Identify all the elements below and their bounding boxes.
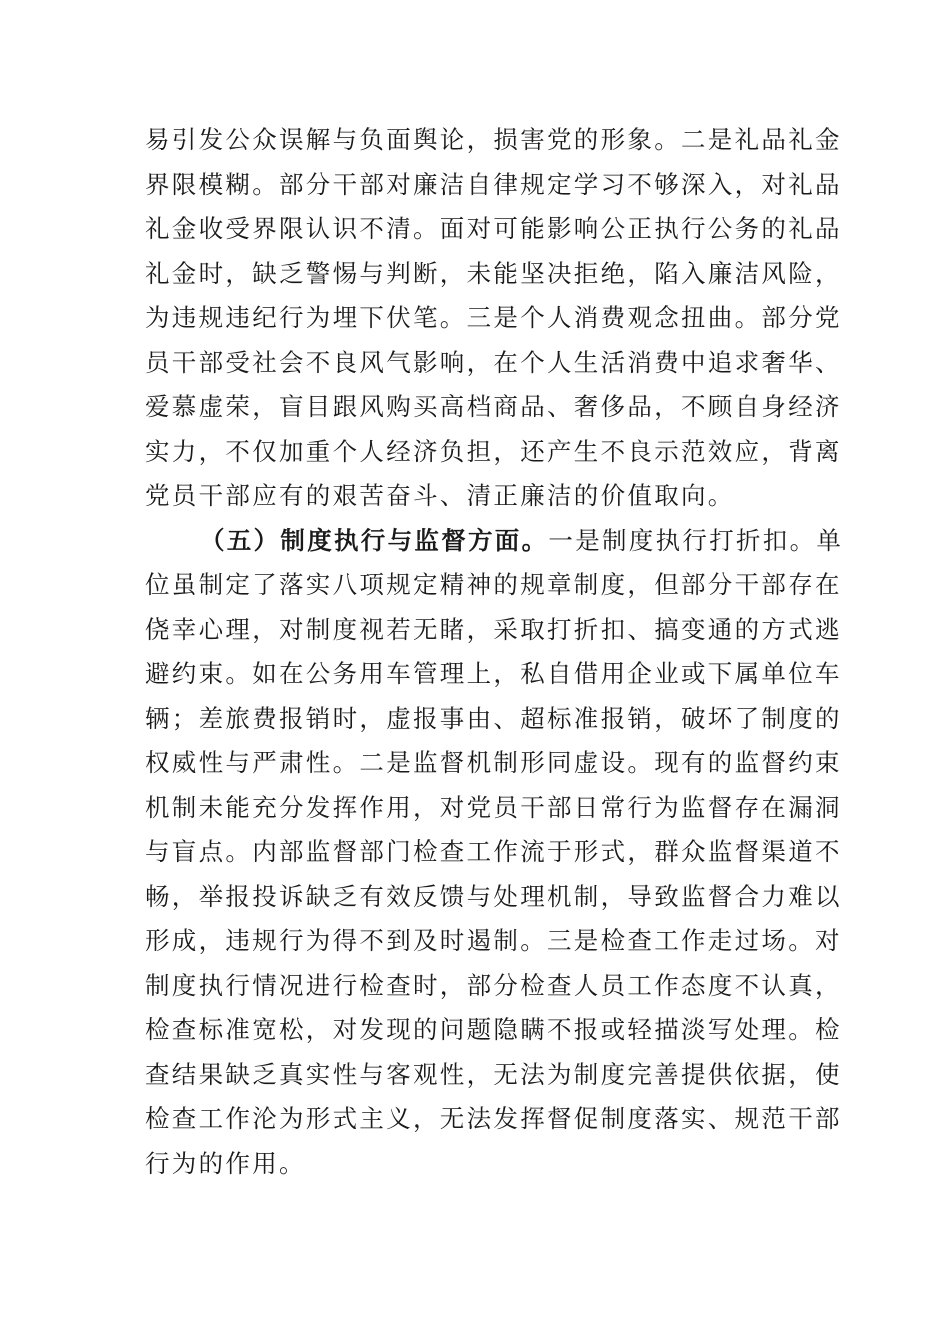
text-line: 机制未能充分发挥作用，对党员干部日常行为监督存在漏洞 (145, 792, 842, 822)
section-first-text: 一是制度执行打折扣。单 (548, 525, 844, 555)
text-line: 爱慕虚荣，盲目跟风购买高档商品、奢侈品，不顾自身经济 (145, 392, 842, 421)
text-line: 侥幸心理，对制度视若无睹，采取打折扣、搞变通的方式逃 (145, 614, 842, 644)
text-line: 形成，违规行为得不到及时遏制。三是检查工作走过场。对 (145, 926, 842, 955)
text-line: 避约束。如在公务用车管理上，私自借用企业或下属单位车 (145, 659, 842, 688)
section-heading: （五）制度执行与监督方面。 (200, 525, 549, 555)
text-line: 畅，举报投诉缺乏有效反馈与处理机制，导致监督合力难以 (145, 881, 842, 911)
text-line: 位虽制定了落实八项规定精神的规章制度，但部分干部存在 (145, 570, 842, 599)
text-line: 制度执行情况进行检查时，部分检查人员工作态度不认真， (145, 970, 842, 1000)
text-line: 实力，不仅加重个人经济负担，还产生不良示范效应，背离 (145, 436, 842, 466)
text-line: 为违规违纪行为埋下伏笔。三是个人消费观念扭曲。部分党 (145, 303, 842, 332)
text-line: 检查工作沦为形式主义，无法发挥督促制度落实、规范干部 (145, 1104, 842, 1133)
text-line: 检查标准宽松，对发现的问题隐瞒不报或轻描淡写处理。检 (145, 1015, 842, 1044)
paragraph-section-five (145, 519, 844, 1187)
text-line: 辆；差旅费报销时，虚报事由、超标准报销，破坏了制度的 (145, 703, 842, 733)
text-line: 与盲点。内部监督部门检查工作流于形式，群众监督渠道不 (145, 837, 842, 866)
text-line: 权威性与严肃性。二是监督机制形同虚设。现有的监督约束 (145, 748, 842, 777)
paragraph-continuation (145, 118, 842, 519)
text-line: 礼金时，缺乏警惕与判断，未能坚决拒绝，陷入廉洁风险， (145, 258, 842, 288)
text-line: 党员干部应有的艰苦奋斗、清正廉洁的价值取向。 (145, 481, 735, 510)
text-line: 员干部受社会不良风气影响，在个人生活消费中追求奢华、 (145, 347, 842, 377)
text-line: 易引发公众误解与负面舆论，损害党的形象。二是礼品礼金 (145, 125, 842, 154)
text-line: 查结果缺乏真实性与客观性，无法为制度完善提供依据，使 (145, 1059, 842, 1089)
section-first-line (145, 519, 844, 564)
text-line: 界限模糊。部分干部对廉洁自律规定学习不够深入，对礼品 (145, 169, 842, 199)
text-line: 行为的作用。 (145, 1148, 306, 1178)
body-text (145, 118, 844, 1186)
text-line: 礼金收受界限认识不清。面对可能影响公正执行公务的礼品 (145, 214, 842, 243)
